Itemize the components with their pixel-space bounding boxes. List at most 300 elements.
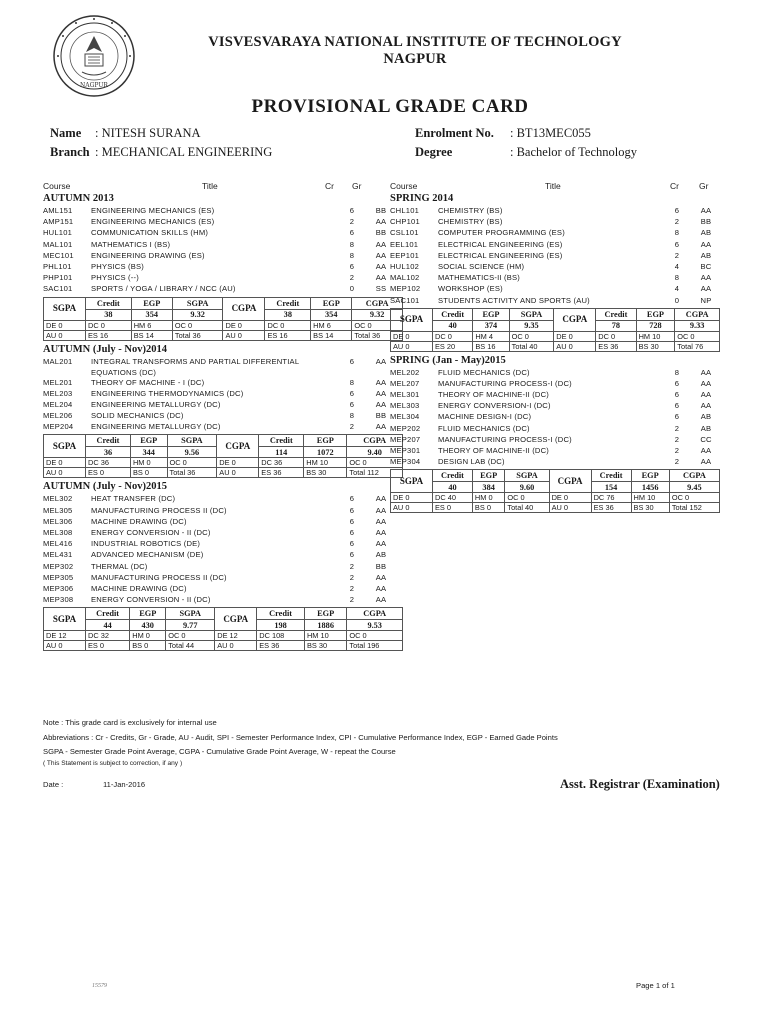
- institute-name: VISVESVARAYA NATIONAL INSTITUTE OF TECHNOLOGY NAGPUR: [208, 34, 622, 67]
- course-code: MEC101: [43, 250, 74, 260]
- semester-credit: 40: [433, 482, 473, 493]
- course-credits: 8: [349, 250, 355, 260]
- course-grade: AB: [700, 250, 712, 260]
- course-grade: AA: [375, 356, 387, 366]
- credit-header: Credit: [596, 308, 636, 320]
- course-row: [390, 227, 720, 238]
- category-count-row: [44, 631, 403, 641]
- category-count: DC 0: [433, 331, 473, 341]
- category-count: DE 0: [44, 458, 86, 468]
- course-grade: AB: [375, 550, 387, 560]
- branch-value: : MECHANICAL ENGINEERING: [95, 145, 273, 159]
- registrar-signature-label: Asst. Registrar (Examination): [560, 777, 720, 791]
- cgpa-header: CGPA: [347, 608, 403, 620]
- course-row: [43, 216, 403, 227]
- course-grade: AA: [375, 494, 387, 504]
- course-credits: 6: [349, 539, 355, 549]
- egp-header: EGP: [636, 308, 675, 320]
- course-row: [43, 399, 403, 410]
- category-count: DC 32: [86, 631, 130, 641]
- course-title: MANUFACTURING PROCESS II (DC): [91, 505, 227, 515]
- course-row: [43, 516, 403, 527]
- enrolment-value: : BT13MEC055: [510, 126, 591, 140]
- course-row: [43, 261, 403, 272]
- egp-header: EGP: [304, 608, 346, 620]
- course-code: HUL102: [390, 261, 420, 271]
- note-internal-use: Note : This grade card is exclusively for internal use: [43, 718, 217, 727]
- course-code: CHL101: [390, 206, 420, 215]
- category-count: DE 0: [223, 320, 265, 330]
- name-label: Name: [50, 126, 82, 140]
- course-credits: 2: [349, 572, 355, 582]
- category-count: DC 36: [86, 458, 131, 468]
- course-title: INDUSTRIAL ROBOTICS (DE): [91, 539, 201, 549]
- semester-egp: 430: [130, 620, 166, 631]
- course-row: [390, 434, 720, 445]
- name-value: : NITESH SURANA: [95, 126, 201, 140]
- course-row: [43, 377, 403, 388]
- course-grade: AA: [375, 422, 387, 432]
- course-grade: AA: [375, 377, 387, 387]
- institute-logo: [52, 14, 136, 98]
- category-count: DE 12: [44, 631, 86, 641]
- degree-label: Degree: [415, 145, 453, 159]
- course-credits: 6: [674, 378, 680, 388]
- course-row: [43, 250, 403, 261]
- category-count: DE 0: [217, 458, 259, 468]
- branch-label: Branch: [50, 145, 90, 159]
- semester-title: SPRING (Jan - May)2015: [390, 354, 506, 366]
- credit-header: Credit: [433, 470, 473, 482]
- course-title: ENGINEERING METALLURGY (DC): [91, 399, 221, 409]
- category-count-row: [391, 493, 720, 503]
- course-grade: CC: [700, 434, 712, 444]
- category-count: OC 0: [347, 458, 403, 468]
- cgpa-value: 9.45: [669, 482, 719, 493]
- course-grade: AB: [700, 412, 712, 422]
- sgpa-label: SGPA: [44, 435, 86, 458]
- category-count: AU 0: [554, 341, 596, 351]
- course-grade: NP: [700, 295, 712, 305]
- category-count: Total 36: [172, 330, 223, 340]
- semester-credit: 44: [86, 620, 130, 631]
- category-count-row: [44, 320, 403, 330]
- sgpa-header: SGPA: [172, 297, 223, 309]
- category-count: DC 76: [591, 493, 631, 503]
- course-credits: 8: [674, 228, 680, 238]
- course-title: PHYSICS (BS): [91, 261, 145, 271]
- course-grade: AA: [375, 217, 387, 227]
- course-grade: AA: [700, 457, 712, 467]
- category-count: BS 16: [473, 341, 509, 351]
- course-title: MATHEMATICS I (BS): [91, 239, 171, 249]
- course-title: THEORY OF MACHINE-II (DC): [438, 390, 550, 400]
- category-count: AU 0: [391, 503, 433, 513]
- course-title: WORKSHOP (ES): [438, 284, 503, 294]
- gpa-summary-table: [390, 469, 720, 513]
- category-count-row: [391, 331, 720, 341]
- course-row: [43, 493, 403, 504]
- cgpa-label: CGPA: [549, 470, 591, 493]
- category-count-row: [44, 458, 403, 468]
- course-grade: AB: [700, 423, 712, 433]
- category-count: BS 30: [631, 503, 669, 513]
- course-code: MEL302: [43, 494, 73, 504]
- course-credits: 6: [349, 261, 355, 271]
- course-title: ENGINEERING METALLURGY (DC): [91, 422, 221, 432]
- category-count: Total 36: [352, 330, 403, 340]
- course-title: MANUFACTURING PROCESS-I (DC): [438, 378, 572, 388]
- course-row: [390, 445, 720, 456]
- course-code: MEL202: [390, 367, 420, 377]
- category-count: ES 0: [86, 468, 131, 478]
- course-row: [43, 239, 403, 250]
- course-code: MEP304: [390, 457, 421, 467]
- category-count: OC 0: [509, 331, 554, 341]
- course-code: MEL206: [43, 411, 73, 421]
- course-credits: 0: [674, 295, 680, 305]
- gpa-header-row: [44, 608, 403, 620]
- course-credits: 2: [349, 583, 355, 593]
- course-title: ENGINEERING MECHANICS (ES): [91, 206, 215, 215]
- course-code: MEP207: [390, 434, 421, 444]
- category-count: ES 16: [86, 330, 132, 340]
- course-row: [43, 594, 403, 605]
- right-col-course-header: Course: [390, 181, 418, 191]
- category-count: ES 36: [259, 468, 304, 478]
- gpa-header-row: [44, 435, 403, 447]
- course-credits: 2: [674, 423, 680, 433]
- course-credits: 2: [674, 457, 680, 467]
- category-count: OC 0: [352, 320, 403, 330]
- egp-header: EGP: [131, 297, 172, 309]
- category-count: DE 0: [549, 493, 591, 503]
- course-title: THEORY OF MACHINE-II (DC): [438, 446, 550, 455]
- course-grade: AA: [375, 399, 387, 409]
- cgpa-value: 9.33: [675, 320, 720, 331]
- course-code: HUL101: [43, 228, 73, 238]
- course-credits: 6: [349, 505, 355, 515]
- course-grade: AA: [375, 250, 387, 260]
- course-code: MAL201: [43, 356, 73, 366]
- cumulative-egp: 1072: [304, 447, 347, 458]
- course-credits: 6: [674, 401, 680, 411]
- course-credits: 8: [349, 377, 355, 387]
- category-count: DC 0: [596, 331, 636, 341]
- course-grade: AA: [700, 284, 712, 294]
- cgpa-value: 9.53: [347, 620, 403, 631]
- left-col-gr-header: Gr: [352, 181, 362, 191]
- category-count: AU 0: [223, 330, 265, 340]
- course-row: [43, 538, 403, 549]
- cumulative-credit: 198: [257, 620, 305, 631]
- note-abbreviations: Abbreviations : Cr - Credits, Gr - Grade, AU - Audit, SPI - Semester Performance Index, CPI - Cumulative Performance Index, EGP - Earned Gade Points: [43, 732, 558, 742]
- category-count: AU 0: [44, 641, 86, 651]
- course-title: COMPUTER PROGRAMMING (ES): [438, 228, 565, 238]
- category-count: Total 112: [347, 468, 403, 478]
- course-credits: 6: [349, 399, 355, 409]
- course-row: [43, 388, 403, 399]
- right-col-gr-header: Gr: [699, 181, 709, 191]
- course-grade: AA: [375, 261, 387, 271]
- category-count: OC 0: [172, 320, 223, 330]
- credit-header: Credit: [86, 608, 130, 620]
- course-title: FLUID MECHANICS (DC): [438, 423, 530, 433]
- course-grade: BB: [375, 206, 387, 215]
- credit-header: Credit: [257, 608, 305, 620]
- category-count: HM 10: [631, 493, 669, 503]
- category-count: DE 0: [554, 331, 596, 341]
- course-credits: 8: [674, 273, 680, 283]
- category-count: AU 0: [549, 503, 591, 513]
- course-code: SAC101: [390, 295, 420, 305]
- course-row: [390, 367, 720, 378]
- category-count: BS 0: [472, 503, 504, 513]
- course-row: [43, 572, 403, 583]
- course-credits: 4: [674, 261, 680, 271]
- course-row: [43, 549, 403, 560]
- page-title: PROVISIONAL GRADE CARD: [251, 96, 529, 117]
- course-credits: 6: [349, 516, 355, 526]
- course-grade: BB: [375, 228, 387, 238]
- sgpa-value: 9.56: [167, 447, 217, 458]
- course-grade: AA: [700, 390, 712, 400]
- category-count: AU 0: [391, 341, 433, 351]
- course-title: INTEGRAL TRANSFORMS AND PARTIAL DIFFERENTIAL EQUATIONS (DC): [91, 356, 299, 377]
- credit-header: Credit: [591, 470, 631, 482]
- category-count: HM 10: [304, 458, 347, 468]
- cumulative-egp: 728: [636, 320, 675, 331]
- course-credits: 2: [674, 446, 680, 455]
- enrolment-label: Enrolment No.: [415, 126, 494, 140]
- course-credits: 8: [349, 411, 355, 421]
- course-credits: 6: [349, 206, 355, 215]
- category-count: DE 0: [391, 493, 433, 503]
- course-code: MEP306: [43, 583, 74, 593]
- course-title: ENGINEERING DRAWING (ES): [91, 250, 205, 260]
- category-count: DC 36: [259, 458, 304, 468]
- course-credits: 6: [674, 206, 680, 215]
- course-title: MANUFACTURING PROCESS-I (DC): [438, 434, 572, 444]
- category-count-row: [44, 641, 403, 651]
- category-count: OC 0: [166, 631, 215, 641]
- course-row: [43, 410, 403, 421]
- right-semester-column: [390, 192, 720, 515]
- course-row: [390, 389, 720, 400]
- course-title: DESIGN LAB (DC): [438, 457, 505, 467]
- course-title: ENGINEERING THERMODYNAMICS (DC): [91, 388, 244, 398]
- course-title: HEAT TRANSFER (DC): [91, 494, 176, 504]
- category-count: DE 12: [215, 631, 257, 641]
- course-row: [390, 283, 720, 294]
- cgpa-label: CGPA: [554, 308, 596, 331]
- course-title: SPORTS / YOGA / LIBRARY / NCC (AU): [91, 284, 236, 294]
- credit-header: Credit: [86, 297, 132, 309]
- course-code: MAL102: [390, 273, 420, 283]
- course-credits: 2: [674, 434, 680, 444]
- category-count: Total 40: [505, 503, 549, 513]
- category-count: DE 0: [44, 320, 86, 330]
- course-code: PHL101: [43, 261, 72, 271]
- course-credits: 2: [349, 273, 355, 283]
- sgpa-header: SGPA: [167, 435, 217, 447]
- cgpa-label: CGPA: [215, 608, 257, 631]
- course-grade: AA: [700, 367, 712, 377]
- course-row: [390, 411, 720, 422]
- course-title: MANUFACTURING PROCESS II (DC): [91, 572, 227, 582]
- category-count: Total 152: [669, 503, 719, 513]
- category-count-row: [44, 468, 403, 478]
- course-row: [390, 456, 720, 467]
- semester-credit: 36: [86, 447, 131, 458]
- course-title: ADVANCED MECHANISM (DE): [91, 550, 204, 560]
- gpa-header-row: [391, 308, 720, 320]
- course-row: [390, 295, 720, 306]
- category-count: DE 0: [391, 331, 433, 341]
- semester-title: AUTUMN 2013: [43, 193, 114, 204]
- category-count: ES 16: [265, 330, 311, 340]
- course-credits: 8: [674, 367, 680, 377]
- cumulative-credit: 78: [596, 320, 636, 331]
- course-row: [43, 561, 403, 572]
- course-code: MEP308: [43, 595, 74, 605]
- category-count-row: [391, 503, 720, 513]
- cgpa-label: CGPA: [217, 435, 259, 458]
- category-count: BS 30: [304, 468, 347, 478]
- course-title: CHEMISTRY (BS): [438, 217, 503, 227]
- course-title: ENERGY CONVERSION - II (DC): [91, 595, 211, 605]
- credit-header: Credit: [86, 435, 131, 447]
- left-col-cr-header: Cr: [325, 181, 334, 191]
- credit-header: Credit: [265, 297, 311, 309]
- sgpa-label: SGPA: [44, 608, 86, 631]
- course-row: [390, 239, 720, 250]
- category-count: OC 0: [675, 331, 720, 341]
- semester-title: AUTUMN (July - Nov)2015: [43, 481, 167, 493]
- course-row: [43, 272, 403, 283]
- course-title: FLUID MECHANICS (DC): [438, 367, 530, 377]
- course-title: ELECTRICAL ENGINEERING (ES): [438, 239, 563, 249]
- course-grade: AB: [700, 228, 712, 238]
- category-count: OC 0: [167, 458, 217, 468]
- svg-text:NAGPUR: NAGPUR: [80, 82, 108, 89]
- course-credits: 8: [349, 239, 355, 249]
- course-grade: SS: [375, 284, 387, 294]
- cumulative-credit: 114: [259, 447, 304, 458]
- course-title: THEORY OF MACHINE - I (DC): [91, 377, 205, 387]
- course-row: [390, 400, 720, 411]
- category-count: HM 0: [130, 458, 167, 468]
- course-credits: 2: [674, 217, 680, 227]
- course-credits: 0: [349, 284, 355, 294]
- course-credits: 6: [349, 494, 355, 504]
- course-row: [390, 216, 720, 227]
- category-count: BS 0: [130, 468, 167, 478]
- page-number: Page 1 of 1: [636, 981, 675, 990]
- course-row: [43, 583, 403, 594]
- sgpa-value: 9.60: [505, 482, 549, 493]
- course-credits: 6: [349, 228, 355, 238]
- course-row: [390, 378, 720, 389]
- course-credits: 2: [674, 250, 680, 260]
- course-code: EEP101: [390, 250, 420, 260]
- course-credits: 6: [349, 550, 355, 560]
- category-count: ES 20: [433, 341, 473, 351]
- course-code: CHP101: [390, 217, 420, 227]
- course-title: PHYSICS (--): [91, 273, 139, 283]
- category-count: Total 44: [166, 641, 215, 651]
- cumulative-egp: 1456: [631, 482, 669, 493]
- category-count: AU 0: [44, 468, 86, 478]
- semester-title: SPRING 2014: [390, 193, 454, 204]
- course-code: SAC101: [43, 284, 73, 294]
- course-row: [43, 356, 403, 377]
- gpa-header-row: [44, 297, 403, 309]
- category-count: DC 0: [86, 320, 132, 330]
- category-count: BS 30: [304, 641, 346, 651]
- category-count: OC 0: [347, 631, 403, 641]
- sgpa-label: SGPA: [391, 470, 433, 493]
- course-row: [390, 423, 720, 434]
- category-count: DC 0: [265, 320, 311, 330]
- cumulative-egp: 354: [311, 309, 352, 320]
- category-count: Total 36: [167, 468, 217, 478]
- course-grade: BB: [700, 217, 712, 227]
- course-credits: 2: [349, 595, 355, 605]
- course-grade: BB: [375, 561, 387, 571]
- course-row: [43, 421, 403, 432]
- course-credits: 6: [674, 239, 680, 249]
- category-count: HM 0: [130, 631, 166, 641]
- sgpa-header: SGPA: [166, 608, 215, 620]
- course-row: [390, 205, 720, 216]
- egp-header: EGP: [631, 470, 669, 482]
- course-row: [43, 527, 403, 538]
- cgpa-value: 9.32: [352, 309, 403, 320]
- course-code: MEL204: [43, 399, 73, 409]
- cgpa-label: CGPA: [223, 297, 265, 320]
- cgpa-header: CGPA: [669, 470, 719, 482]
- course-credits: 4: [674, 284, 680, 294]
- course-credits: 6: [349, 356, 355, 366]
- cgpa-header: CGPA: [352, 297, 403, 309]
- course-title: ENERGY CONVERSION - II (DC): [91, 528, 211, 537]
- logo-seal-icon: [52, 14, 136, 98]
- course-credits: 2: [349, 561, 355, 571]
- cumulative-credit: 38: [265, 309, 311, 320]
- course-row: [390, 250, 720, 261]
- gpa-summary-table: [43, 297, 403, 341]
- course-code: MEL305: [43, 505, 73, 515]
- category-count: BS 14: [311, 330, 352, 340]
- semester-title: AUTUMN (July - Nov)2014: [43, 343, 167, 355]
- course-title: STUDENTS ACTIVITY AND SPORTS (AU): [438, 295, 590, 305]
- course-title: MATHEMATICS-II (BS): [438, 273, 520, 283]
- credit-header: Credit: [433, 308, 473, 320]
- category-count: HM 10: [304, 631, 346, 641]
- category-count: HM 6: [311, 320, 352, 330]
- gpa-summary-table: [43, 607, 403, 651]
- egp-header: EGP: [472, 470, 504, 482]
- course-code: AML151: [43, 206, 73, 215]
- gpa-header-row: [391, 470, 720, 482]
- course-code: MEL207: [390, 378, 420, 388]
- course-grade: AA: [375, 388, 387, 398]
- course-code: MEL431: [43, 550, 73, 560]
- course-code: AMP151: [43, 217, 74, 227]
- semester-credit: 40: [433, 320, 473, 331]
- course-code: MEP305: [43, 572, 74, 582]
